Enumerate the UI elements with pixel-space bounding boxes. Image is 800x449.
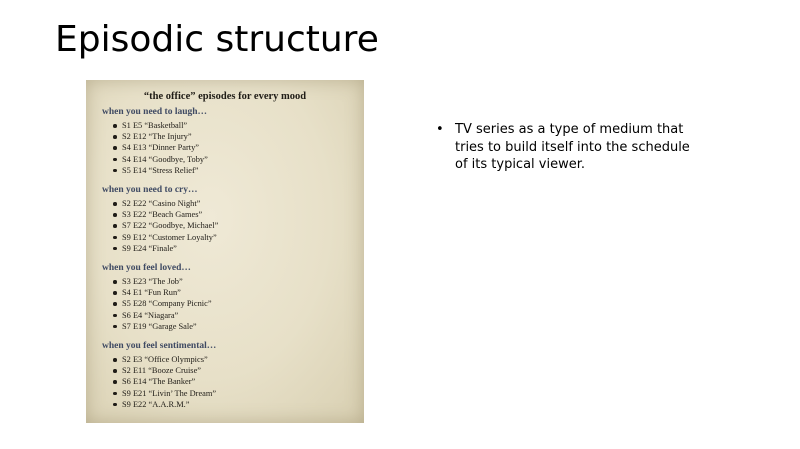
episode-list	[99, 276, 354, 332]
episode-item: S6 E14 “The Banker”	[112, 376, 354, 387]
mood-section-title: when you feel loved…	[102, 263, 191, 274]
episode-item: S9 E12 “Customer Loyalty”	[112, 232, 354, 243]
episode-item: S3 E23 “The Job”	[112, 276, 354, 287]
episode-item: S6 E4 “Niagara”	[112, 310, 354, 321]
episode-item: S5 E14 “Stress Relief”	[112, 165, 354, 176]
episode-item: S9 E22 “A.A.R.M.”	[112, 399, 354, 410]
episode-item: S2 E12 “The Injury”	[112, 131, 354, 142]
episode-item: S7 E19 “Garage Sale”	[112, 321, 354, 332]
episode-item: S4 E13 “Dinner Party”	[112, 142, 354, 153]
episode-item: S3 E22 “Beach Games”	[112, 209, 354, 220]
mood-section	[99, 262, 354, 332]
mood-section	[99, 106, 354, 176]
mood-section-title: when you need to cry…	[102, 185, 198, 196]
bullet-item	[436, 121, 706, 174]
slide-title: Episodic structure	[55, 19, 379, 60]
episode-item: S2 E22 “Casino Night”	[112, 198, 354, 209]
episode-item: S2 E11 “Booze Cruise”	[112, 365, 354, 376]
episode-item: S1 E5 “Basketball”	[112, 120, 354, 131]
mood-section-title: when you need to laugh…	[102, 107, 208, 117]
episode-item: S4 E14 “Goodbye, Toby”	[112, 154, 354, 165]
episode-list	[99, 198, 354, 254]
episode-item: S9 E24 “Finale”	[112, 243, 354, 254]
episode-list	[99, 354, 354, 410]
mood-section	[99, 184, 354, 254]
office-episodes-photo	[86, 80, 364, 423]
episode-item: S9 E21 “Livin’ The Dream”	[112, 388, 354, 399]
photo-heading: “the office” episodes for every mood	[143, 91, 307, 102]
episode-list	[99, 120, 354, 176]
mood-section	[99, 340, 354, 410]
episode-item: S2 E3 “Office Olympics”	[112, 354, 354, 365]
mood-list	[99, 106, 354, 418]
mood-section-title: when you feel sentimental…	[102, 341, 217, 352]
episode-item: S5 E28 “Company Picnic”	[112, 298, 354, 309]
bullet-dot-icon: •	[436, 122, 444, 137]
episode-item: S7 E22 “Goodbye, Michael”	[112, 220, 354, 231]
episode-item: S4 E1 “Fun Run”	[112, 287, 354, 298]
bullet-list	[436, 121, 706, 174]
bullet-text: TV series as a type of medium that tries to build itself into the schedule of its typical viewer.	[455, 122, 690, 172]
